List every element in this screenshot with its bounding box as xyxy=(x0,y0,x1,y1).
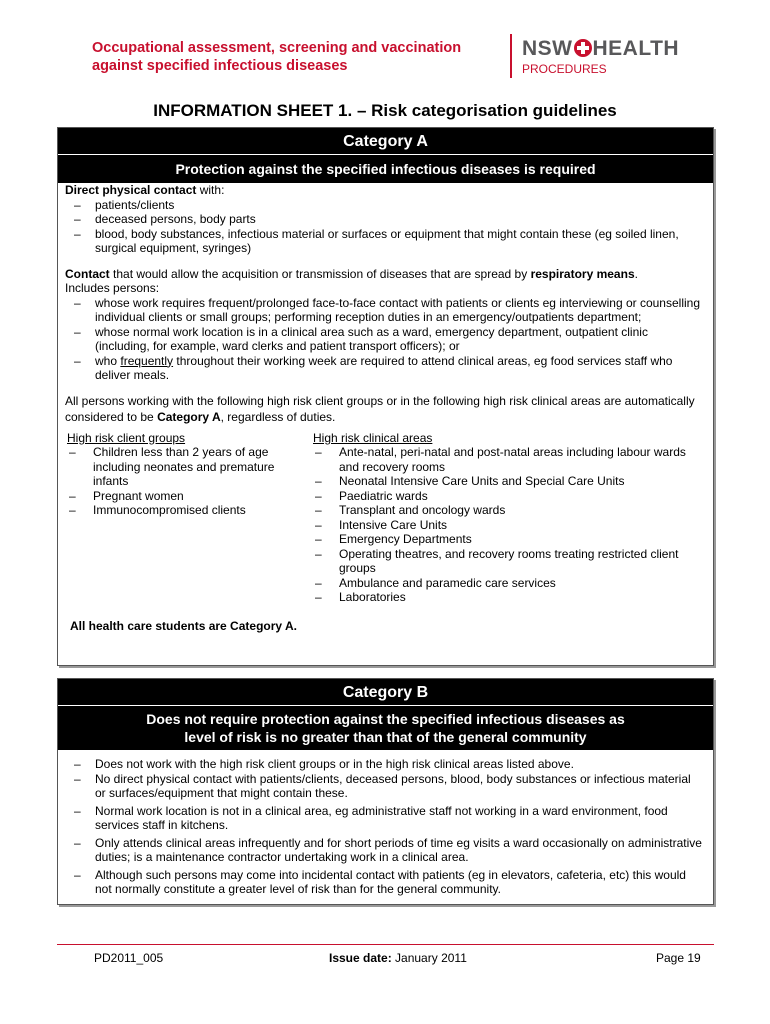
list-item: – Ambulance and paramedic care services xyxy=(313,576,703,591)
high-risk-text: All persons working with the following high risk client groups or in the following high risk clinical areas are automatically considered to be xyxy=(65,393,695,424)
list-item: – whose normal work location is in a clinical area such as a ward, emergency department, outpatient clinic (including, for example, ward clerks and patient transport officers); or xyxy=(65,325,703,354)
header-divider xyxy=(58,154,713,155)
header-title-line-1: Occupational assessment, screening and vaccination xyxy=(92,40,462,56)
list-item: – patients/clients xyxy=(65,198,703,213)
item-text: who xyxy=(95,353,121,368)
category-b-header xyxy=(58,679,713,750)
list-item: – Neonatal Intensive Care Units and Special Care Units xyxy=(313,474,703,489)
item-text: throughout their working week are required to attend clinical areas, eg food services staff who deliver meals. xyxy=(95,353,673,382)
list-item: – Only attends clinical areas infrequently and for short periods of time eg visits a ward occasionally on administrative duties; is a maintenance contractor undertaking work in a clinical area. xyxy=(65,836,703,865)
client-groups-heading: High risk client groups xyxy=(67,430,186,445)
list-item: – Intensive Care Units xyxy=(313,518,703,533)
list-item: – Children less than 2 years of age including neonates and premature infants xyxy=(67,445,313,489)
high-risk-text: , regardless of duties. xyxy=(220,409,336,424)
issue-date-label: Issue date: xyxy=(329,951,392,965)
footer-page-number: Page 19 xyxy=(656,951,701,965)
category-b-list xyxy=(65,757,703,897)
direct-contact-bold: Direct physical contact xyxy=(65,183,197,197)
list-item: – Normal work location is not in a clinical area, eg administrative staff not working in a ward environment, food services staff in kitchens. xyxy=(65,804,703,833)
logo-text-health: HEALTH xyxy=(592,37,680,60)
issue-date-value: January 2011 xyxy=(391,951,467,965)
clinical-areas-column xyxy=(313,431,703,605)
logo-divider xyxy=(510,34,512,78)
document-header-title xyxy=(92,39,502,75)
persons-list xyxy=(65,296,703,383)
footer-issue-date xyxy=(329,951,467,965)
logo-subtitle: PROCEDURES xyxy=(522,62,607,76)
direct-contact-intro xyxy=(65,183,703,198)
client-groups-column xyxy=(67,431,313,605)
list-item: – Paediatric wards xyxy=(313,489,703,504)
list-item: – blood, body substances, infectious material or surfaces or equipment that might contain these (eg soiled linen, surgical equipment, syringes) xyxy=(65,227,703,256)
contact-bold: Contact xyxy=(65,266,110,281)
list-item: – Although such persons may come into incidental contact with patients (eg in elevators, cafeteria, etc) this would not normally constitute a greater level of risk than for the general community. xyxy=(65,868,703,897)
category-a-box xyxy=(57,127,714,666)
direct-contact-rest: with: xyxy=(196,183,225,197)
list-item: – deceased persons, body parts xyxy=(65,212,703,227)
category-a-header xyxy=(58,128,713,183)
category-b-subtitle-line-1: Does not require protection against the specified infectious diseases as xyxy=(146,711,625,727)
high-risk-columns xyxy=(65,431,703,605)
logo-text-nsw: NSW xyxy=(522,37,573,60)
students-note: All health care students are Category A. xyxy=(70,618,297,633)
list-item: – Ante-natal, peri-natal and post-natal areas including labour wards and recovery rooms xyxy=(313,445,703,474)
list-item: – Immunocompromised clients xyxy=(67,503,313,518)
list-item: – Laboratories xyxy=(313,590,703,605)
category-b-box xyxy=(57,678,714,905)
footer-divider xyxy=(57,944,714,945)
category-a-bold: Category A xyxy=(157,409,221,424)
category-a-subtitle: Protection against the specified infectious diseases is required xyxy=(175,161,596,177)
clinical-areas-heading: High risk clinical areas xyxy=(313,430,433,445)
respiratory-bold: respiratory means xyxy=(530,266,635,281)
list-item: – Transplant and oncology wards xyxy=(313,503,703,518)
list-item: – Emergency Departments xyxy=(313,532,703,547)
page-title: INFORMATION SHEET 1. – Risk categorisation guidelines xyxy=(153,101,617,120)
includes-persons: Includes persons: xyxy=(65,281,160,295)
header-divider xyxy=(58,705,713,706)
list-item xyxy=(65,354,703,383)
client-groups-list xyxy=(67,445,313,518)
footer-doc-id: PD2011_005 xyxy=(94,951,164,965)
contact-mid: that would allow the acquisition or transmission of diseases that are spread by xyxy=(109,266,531,281)
list-item: – Pregnant women xyxy=(67,489,313,504)
contact-end: . xyxy=(634,266,638,281)
list-item: – Operating theatres, and recovery rooms treating restricted client groups xyxy=(313,547,703,576)
list-item: – Does not work with the high risk client groups or in the high risk clinical areas listed above. xyxy=(65,757,703,772)
category-b-title: Category B xyxy=(342,684,429,701)
high-risk-intro xyxy=(65,393,703,425)
direct-contact-list xyxy=(65,198,703,256)
list-item: – whose work requires frequent/prolonged face-to-face contact with patients or clients eg interviewing or counselling individual clients or small groups; performing reception duties in an emergency/outpatients department; xyxy=(65,296,703,325)
underlined-frequently: frequently xyxy=(120,353,174,368)
category-a-title: Category A xyxy=(343,133,428,150)
respiratory-contact-intro xyxy=(65,267,703,282)
clinical-areas-list xyxy=(313,445,703,605)
health-cross-icon xyxy=(574,39,592,57)
category-b-subtitle-line-2: level of risk is no greater than that of the general community xyxy=(184,729,587,745)
list-item: – No direct physical contact with patients/clients, deceased persons, blood, body substances or infectious material or surfaces/equipment that might contain these. xyxy=(65,772,703,801)
header-title-line-2: against specified infectious diseases xyxy=(92,58,348,74)
nsw-health-logo xyxy=(522,37,679,61)
